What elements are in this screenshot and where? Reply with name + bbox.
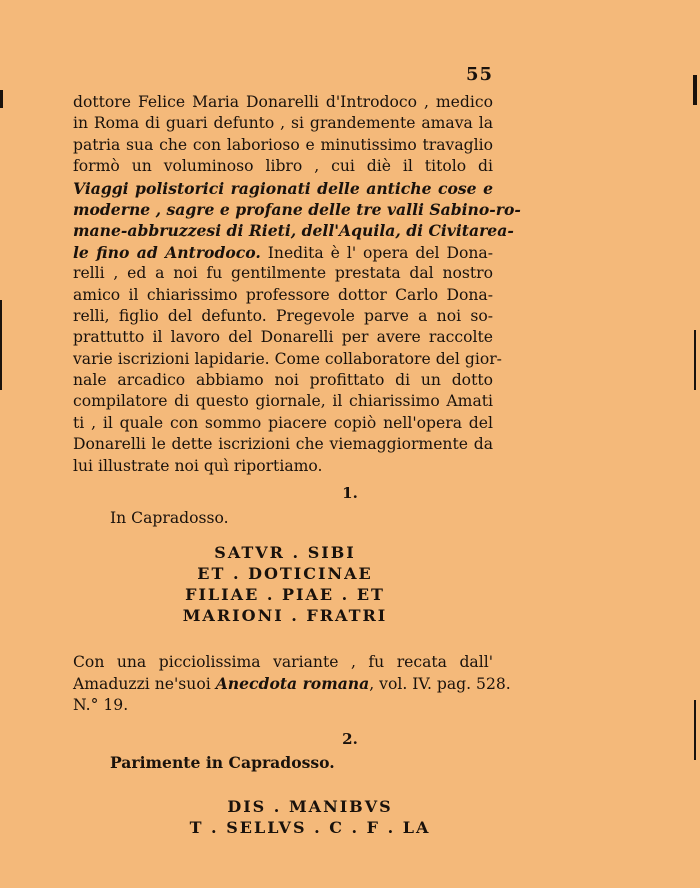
text-line — [73, 673, 511, 694]
inscription-line: ET . DOTICINAE — [197, 564, 373, 583]
text-line: amico il chiarissimo professore dottor Carlo Dona- — [73, 285, 493, 304]
text-line: varie iscrizioni lapidarie. Come collaboratore del gior- — [73, 349, 502, 368]
inscription-line: FILIAE . PIAE . ET — [185, 585, 385, 604]
page-number: 55 — [466, 64, 494, 85]
text-line — [73, 220, 514, 241]
paragraph-note — [73, 652, 511, 716]
text-line: relli , ed a noi fu gentilmente prestata dal nostro — [73, 264, 493, 283]
text-line: relli, figlio del defunto. Pregevole parve a noi so- — [73, 306, 493, 325]
margin-mark — [694, 330, 696, 390]
text-line: prattutto il lavoro del Donarelli per avere raccolte — [73, 328, 493, 347]
text-line: patria sua che con laborioso e minutissimo travaglio — [73, 135, 493, 154]
margin-mark — [0, 90, 3, 108]
italic-title-text: moderne , sagre e profane delle tre valli Sabino-ro- — [73, 199, 521, 219]
text-line: formò un voluminoso libro , cui diè il titolo di — [73, 157, 493, 176]
margin-mark — [694, 700, 696, 760]
text-line — [73, 199, 521, 220]
section-location-2: Parimente in Capradosso. — [110, 753, 335, 772]
text-line — [73, 242, 493, 263]
section-location-1: In Capradosso. — [110, 509, 229, 527]
inscription-2 — [175, 796, 445, 838]
text-line — [73, 652, 493, 673]
text-span: Inedita è l' opera del Dona- — [260, 243, 493, 262]
italic-title-text: Viaggi polistorici ragionati delle antiche cose e — [73, 178, 493, 198]
text-span: Amaduzzi ne'suoi — [73, 675, 216, 694]
text-line: ti , il quale con sommo piacere copiò nell'opera del — [73, 413, 493, 432]
text-span: Con una picciolissima variante , fu recata dall' — [73, 653, 493, 671]
text-line: lui illustrate noi quì riportiamo. — [73, 456, 323, 475]
inscription-line: SATVR . SIBI — [214, 543, 356, 562]
italic-title-text: mane-abbruzzesi di Rieti, dell'Aquila, di Civitarea- — [73, 221, 514, 241]
section-number-1: 1. — [342, 484, 358, 502]
inscription-line: T . SELLVS . C . F . LA — [189, 818, 431, 837]
text-line: dottore Felice Maria Donarelli d'Introdoco , medico — [73, 93, 493, 111]
paragraph-main — [73, 92, 521, 477]
text-line: nale arcadico abbiamo noi profittato di un dotto — [73, 371, 493, 390]
inscription-line: DIS . MANIBVS — [227, 797, 393, 816]
italic-title-text: Anecdota romana — [215, 674, 370, 694]
text-span: , vol. IV. pag. 528. — [369, 675, 511, 694]
text-line: compilatore di questo giornale, il chiarissimo Amati — [73, 392, 493, 411]
inscription-line: MARIONI . FRATRI — [182, 606, 388, 625]
section-number-2: 2. — [342, 730, 358, 748]
text-span: N.° 19. — [73, 695, 129, 714]
inscription-1 — [150, 542, 420, 626]
margin-mark — [0, 300, 2, 390]
text-line — [73, 178, 493, 199]
text-line: Donarelli le dette iscrizioni che viemaggiormente da — [73, 435, 493, 454]
text-line — [73, 695, 493, 716]
margin-mark — [693, 75, 697, 105]
italic-title-text: le fino ad Antrodoco. — [73, 242, 261, 262]
text-line: in Roma di guari defunto , si grandemente amava la — [73, 114, 493, 133]
